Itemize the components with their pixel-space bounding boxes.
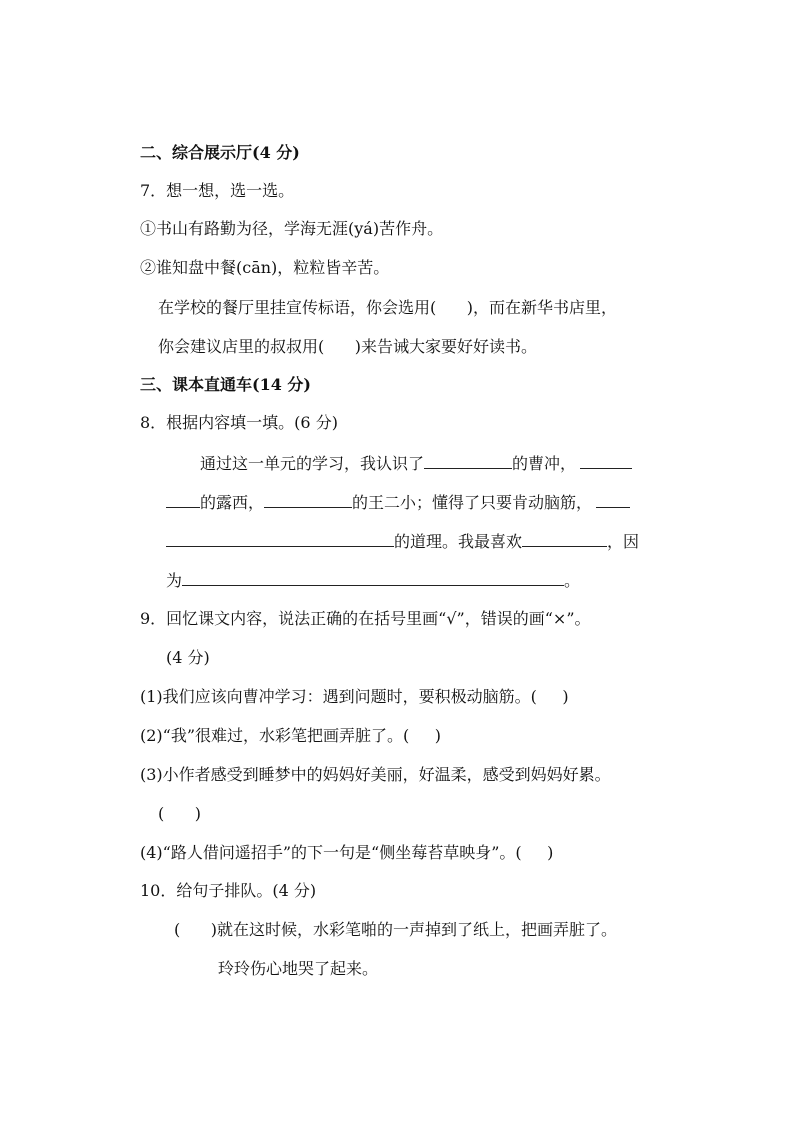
paren-open: ( xyxy=(158,804,165,823)
question-7-line-2-start: 你会建议店里的叔叔用( xyxy=(158,337,325,356)
answer-blank-9-4[interactable] xyxy=(522,842,547,864)
section-heading-3: 三、课本直通车(14 分) xyxy=(140,375,311,394)
question-7-line-1 xyxy=(158,297,617,319)
question-9-item-text: (2)“我”很难过，水彩笔把画弄脏了。( xyxy=(140,726,410,745)
question-8-text: 通过这一单元的学习，我认识了 xyxy=(200,454,425,473)
question-8-line-1 xyxy=(200,452,632,475)
question-7-line-2-end: )来告诫大家要好好读书。 xyxy=(354,337,538,356)
question-8-text: 。 xyxy=(564,571,581,590)
question-7-option-1: ①书山有路勤为径，学海无涯(yá)苦作舟。 xyxy=(140,219,444,238)
question-10-sentence-text: )就在这时候，水彩笔啪的一声掉到了纸上，把画弄脏了。 xyxy=(210,920,618,939)
question-9-item-3: (3)小作者感受到睡梦中的妈妈好美丽，好温柔，感受到妈妈好累。 xyxy=(140,765,611,784)
question-8-text: ，因 xyxy=(607,532,640,551)
question-8-text: 的道理。我最喜欢 xyxy=(394,532,523,551)
paren-close: ) xyxy=(562,687,569,706)
question-9-item-1 xyxy=(140,686,569,708)
fill-blank[interactable] xyxy=(580,452,632,469)
question-9-item-text: (4)“路人借问遥招手”的下一句是“侧坐莓苔草映身”。( xyxy=(140,843,522,862)
question-8-line-3 xyxy=(166,530,639,553)
question-7-line-1-start: 在学校的餐厅里挂宣传标语，你会选用( xyxy=(158,298,437,317)
question-7-title: 7．想一想，选一选。 xyxy=(140,181,295,200)
answer-blank-7b[interactable] xyxy=(324,336,355,358)
question-9-score: (4 分) xyxy=(166,648,210,667)
question-10-sentence-2: 玲玲伤心地哭了起来。 xyxy=(218,959,379,978)
answer-blank-9-1[interactable] xyxy=(537,686,562,708)
question-8-text: 的王二小；懂得了只要肯动脑筋， xyxy=(352,493,593,512)
question-7-line-1-end: )，而在新华书店里， xyxy=(466,298,618,317)
question-8-text: 的曹冲， xyxy=(512,454,577,473)
section-heading-2: 二、综合展示厅(4 分) xyxy=(140,143,300,162)
fill-blank[interactable] xyxy=(596,491,630,508)
fill-blank[interactable] xyxy=(522,530,607,547)
question-10-sentence-1 xyxy=(174,919,617,941)
question-9-item-3-answer xyxy=(158,803,201,825)
question-9-title: 9．回忆课文内容，说法正确的在括号里画“√”，错误的画“×”。 xyxy=(140,609,591,628)
paren-close: ) xyxy=(434,726,441,745)
paren-close: ) xyxy=(194,804,202,823)
paren-close: ) xyxy=(547,843,554,862)
answer-blank-9-3[interactable] xyxy=(164,803,195,825)
question-8-title: 8．根据内容填一填。(6 分) xyxy=(140,413,338,432)
question-8-text: 为 xyxy=(166,571,183,590)
fill-blank[interactable] xyxy=(264,491,352,508)
question-7-option-2: ②谁知盘中餐(cān)，粒粒皆辛苦。 xyxy=(140,258,390,277)
question-10-title: 10．给句子排队。(4 分) xyxy=(140,881,317,900)
paren-open: ( xyxy=(174,920,181,939)
answer-blank-9-2[interactable] xyxy=(409,725,434,747)
answer-blank-10-1[interactable] xyxy=(180,919,211,941)
question-9-item-4 xyxy=(140,842,553,864)
question-8-line-2 xyxy=(166,491,630,514)
question-7-line-2 xyxy=(158,336,537,358)
question-9-item-2 xyxy=(140,725,441,747)
fill-blank[interactable] xyxy=(166,530,394,547)
answer-blank-7a[interactable] xyxy=(436,297,467,319)
fill-blank[interactable] xyxy=(182,569,564,586)
question-9-item-text: (1)我们应该向曹冲学习：遇到问题时，要积极动脑筋。( xyxy=(140,687,537,706)
question-8-line-4 xyxy=(166,569,580,592)
fill-blank[interactable] xyxy=(424,452,512,469)
question-8-text: 的露西， xyxy=(200,493,265,512)
fill-blank[interactable] xyxy=(166,491,200,508)
